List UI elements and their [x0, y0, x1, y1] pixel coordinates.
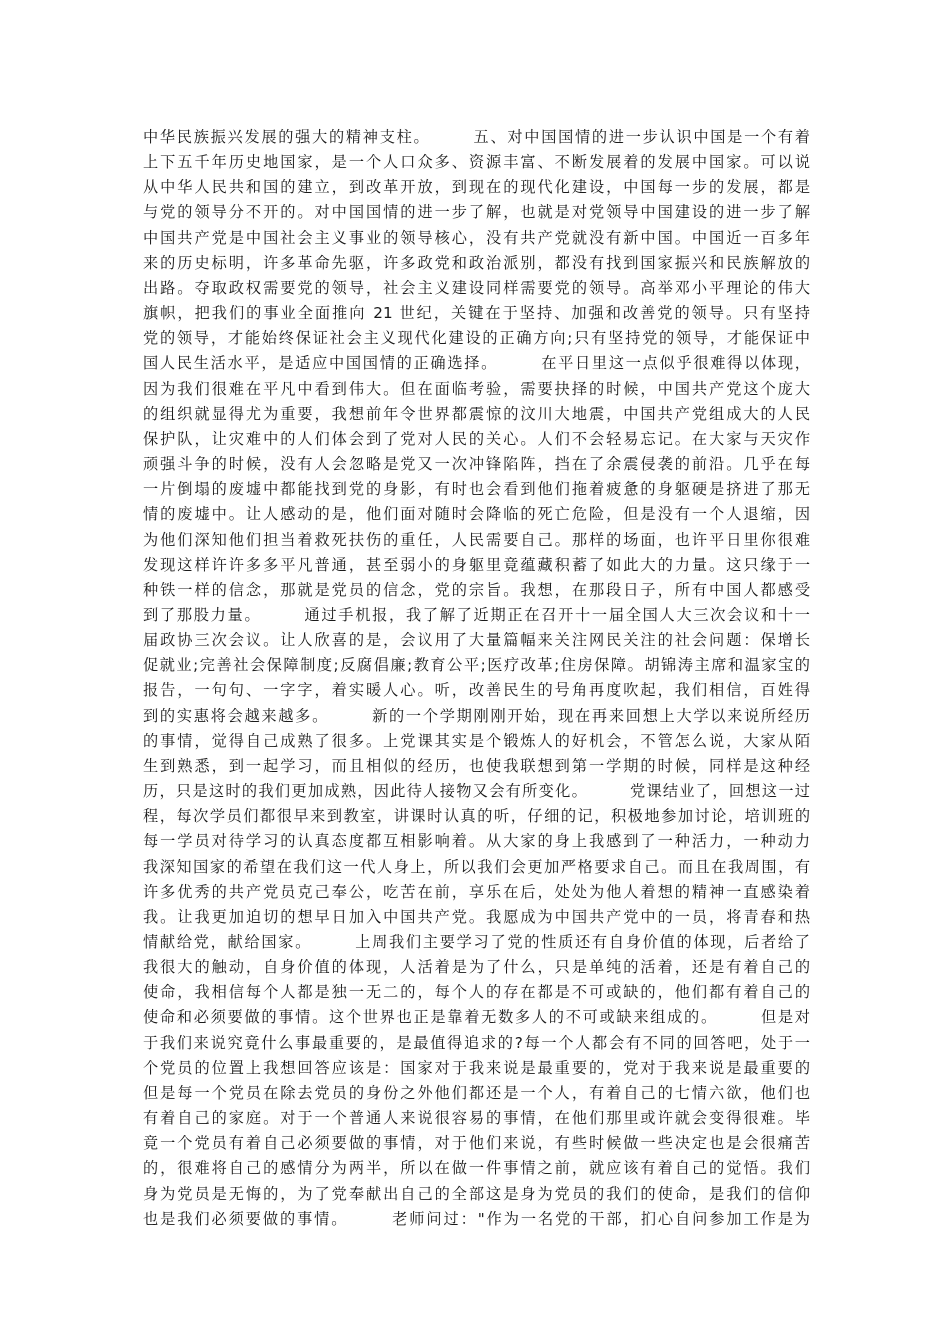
text-line: 旗帜，把我们的事业全面推向 21 世纪，关键在于坚持、加强和改善党的领导。只有坚持 — [143, 304, 810, 323]
text-line: 上下五千年历史地国家，是一个人口众多、资源丰富、不断发展着的发展中国家。可以说 — [143, 153, 810, 172]
body-text — [143, 125, 810, 1232]
text-line: 国人民生活水平，是适应中国国情的正确选择。 在平日里这一点似乎很难得以体现， — [143, 354, 810, 373]
text-line: 情献给党，献给国家。 上周我们主要学习了党的性质还有自身价值的体现，后者给了 — [143, 933, 810, 951]
text-line: 顽强斗争的时候，没有人会忽略是党又一次冲锋陷阵，挡在了余震侵袭的前沿。几乎在每 — [143, 455, 810, 474]
text-line: 的组织就显得尤为重要，我想前年令世界都震惊的汶川大地震，中国共产党组成大的人民 — [143, 404, 810, 423]
text-line: 中华民族振兴发展的强大的精神支柱。 五、对中国国情的进一步认识中国是一个有着 — [143, 128, 810, 146]
text-line: 出路。夺取政权需要党的领导，社会主义建设同样需要党的领导。高举邓小平理论的伟大 — [143, 278, 810, 297]
text-line: 种铁一样的信念，那就是党员的信念，党的宗旨。我想，在那段日子，所有中国人都感受 — [143, 580, 810, 599]
text-line: 报告，一句句、一字字，着实暖人心。听，改善民生的号角再度吹起，我们相信，百姓得 — [143, 681, 810, 700]
text-line: 届政协三次会议。让人欣喜的是，会议用了大量篇幅来关注网民关注的社会问题：保增长 — [143, 631, 810, 650]
text-line: 来的历史标明，许多革命先驱，许多政党和政治派别，都没有找到国家振兴和民族解放的 — [143, 253, 810, 272]
text-line: 身为党员是无悔的，为了党奉献出自己的全部这是身为党员的我们的使命，是我们的信仰 — [143, 1184, 810, 1203]
text-line: 我深知国家的希望在我们这一代人身上，所以我们会更加严格要求自己。而且在我周围，有 — [143, 857, 810, 876]
text-line: 促就业;完善社会保障制度;反腐倡廉;教育公平;医疗改革;住房保障。胡锦涛主席和温家宝的 — [143, 656, 810, 675]
text-line: 因为我们很难在平凡中看到伟大。但在面临考验，需要抉择的时候，中国共产党这个庞大 — [143, 379, 810, 398]
text-line: 于我们来说究竟什么事最重要的，是最值得追求的?每一个人都会有不同的回答吧，处于一 — [143, 1033, 810, 1052]
text-line: 我很大的触动，自身价值的体现，人活着是为了什么，只是单纯的活着，还是有着自己的 — [143, 958, 810, 977]
text-line: 情的废墟中。让人感动的是，他们面对随时会降临的死亡危险，但是没有一个人退缩，因 — [143, 505, 810, 524]
text-line: 中国共产党是中国社会主义事业的领导核心，没有共产党就没有新中国。中国近一百多年 — [143, 228, 810, 247]
text-line: 从中华人民共和国的建立，到改革开放，到现在的现代化建设，中国每一步的发展，都是 — [143, 178, 810, 197]
text-line: 使命，我相信每个人都是独一无二的，每个人的存在都是不可或缺的，他们都有着自己的 — [143, 983, 810, 1002]
text-line: 生到熟悉，到一起学习，而且相似的经历，也使我联想到第一学期的时候，同样是这种经 — [143, 756, 810, 775]
text-line: 党的领导，才能始终保证社会主义现代化建设的正确方向;只有坚持党的领导，才能保证中 — [143, 329, 810, 348]
text-line: 有着自己的家庭。对于一个普通人来说很容易的事情，在他们那里或许就会变得很难。毕 — [143, 1109, 810, 1128]
text-line: 的，很难将自己的感情分为两半，所以在做一件事情之前，就应该有着自己的觉悟。我们 — [143, 1159, 810, 1178]
text-line: 每一学员对待学习的认真态度都互相影响着。从大家的身上我感到了一种活力，一种动力 — [143, 832, 810, 851]
text-line: 竟一个党员有着自己必须要做的事情，对于他们来说，有些时候做一些决定也是会很痛苦 — [143, 1134, 810, 1153]
text-line: 与党的领导分不开的。对中国国情的进一步了解，也就是对党领导中国建设的进一步了解 — [143, 203, 810, 222]
text-line: 使命和必须要做的事情。这个世界也正是靠着无数多人的不可或缺来组成的。 但是对 — [143, 1008, 810, 1027]
text-line: 我。让我更加迫切的想早日加入中国共产党。我愿成为中国共产党中的一员，将青春和热 — [143, 907, 810, 926]
text-line: 个党员的位置上我想回答应该是：国家对于我来说是最重要的，党对于我来说是最重要的 — [143, 1058, 810, 1077]
text-line: 到的实惠将会越来越多。 新的一个学期刚刚开始，现在再来回想上大学以来说所经历 — [143, 706, 810, 725]
document-page — [143, 125, 810, 1232]
text-line: 的事情，觉得自己成熟了很多。上党课其实是个锻炼人的好机会，不管怎么说，大家从陌 — [143, 731, 810, 750]
text-line: 历，只是这时的我们更加成熟，因此待人接物又会有所变化。 党课结业了，回想这一过 — [143, 782, 810, 801]
text-line: 程，每次学员们都很早来到教室，讲课时认真的听，仔细的记，积极地参加讨论，培训班的 — [143, 807, 810, 826]
text-line: 但是每一个党员在除去党员的身份之外他们都还是一个人，有着自己的七情六欲，他们也 — [143, 1083, 810, 1102]
text-line: 一片倒塌的废墟中都能找到党的身影，有时也会看到他们拖着疲惫的身躯硬是挤进了那无 — [143, 480, 810, 499]
text-line: 许多优秀的共产党员克己奉公，吃苦在前，享乐在后，处处为他人着想的精神一直感染着 — [143, 882, 810, 901]
text-line: 也是我们必须要做的事情。 老师问过："作为一名党的干部，扪心自问参加工作是为 — [143, 1209, 810, 1228]
text-line: 发现这样许许多多平凡普通，甚至弱小的身躯里竟蕴藏积蓄了如此大的力量。这只缘于一 — [143, 555, 810, 574]
text-line: 为他们深知他们担当着救死扶伤的重任，人民需要自己。那样的场面，也许平日里你很难 — [143, 530, 810, 549]
text-line: 保护队，让灾难中的人们体会到了党对人民的关心。人们不会轻易忘记。在大家与天灾作 — [143, 429, 810, 448]
text-line: 到了那股力量。 通过手机报，我了解了近期正在召开十一届全国人大三次会议和十一 — [143, 605, 810, 624]
